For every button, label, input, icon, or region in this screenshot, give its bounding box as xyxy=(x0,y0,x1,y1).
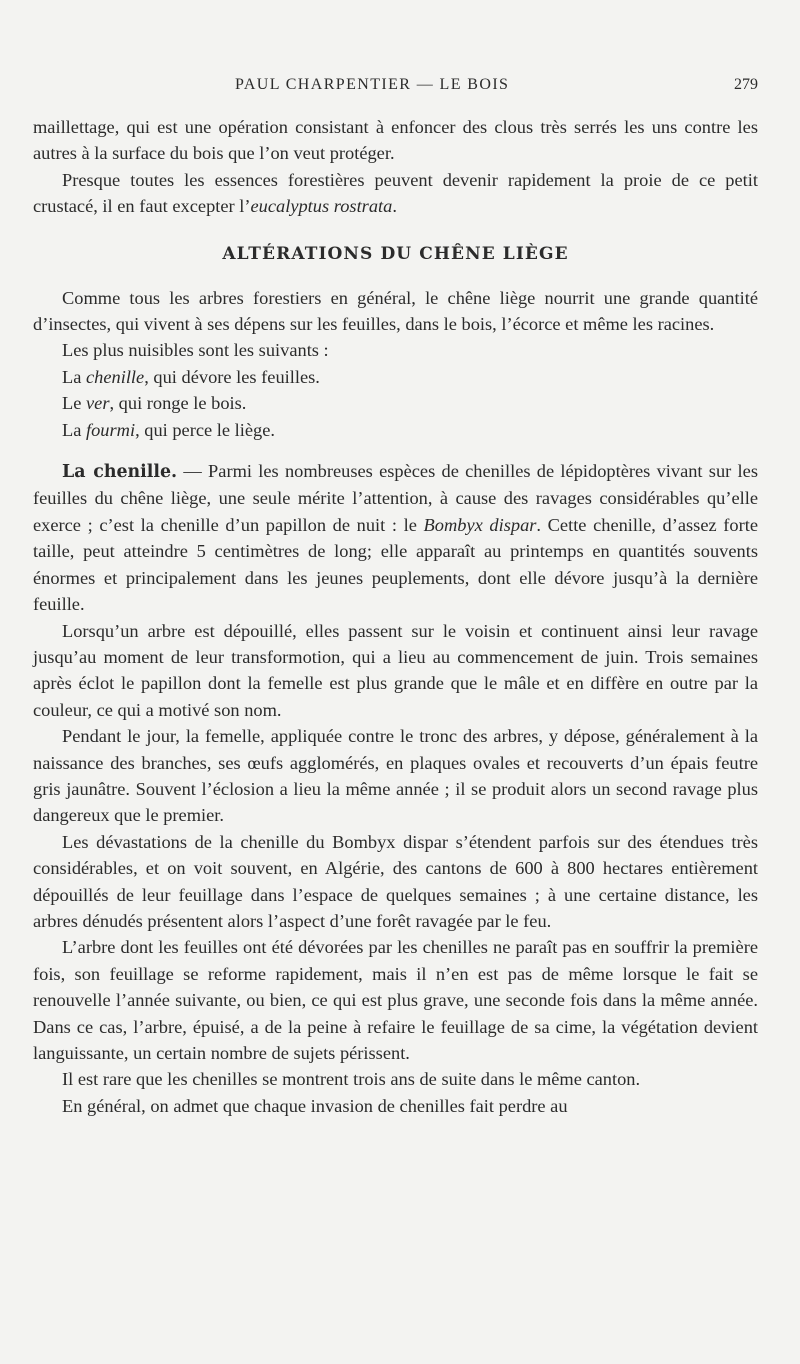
section-heading: ALTÉRATIONS DU CHÊNE LIÈGE xyxy=(222,243,569,264)
list-item-chenille-end: , qui dévore les feuilles. xyxy=(144,366,320,387)
paragraph-arbre: L’arbre dont les feuilles ont été dévorées par les chenilles ne paraît pas en souffrir la première fois, son feuillage se reforme rapidement, mais il n’en est pas de même lorsque le fait se renouvelle l’année suivante, ou bien, ce qui est plus grave, une seconde fois dans la même année. Dans ce cas, l’arbre, épuisé, a de la peine à refaire le feuillage de sa cime, la végétation devient languissante, un certain nombre de sujets périssent. xyxy=(33,937,758,1063)
page-number: 279 xyxy=(734,76,758,93)
paragraph-chenille xyxy=(33,458,758,617)
paragraph-ravage: Lorsqu’un arbre est dépouillé, elles passent sur le voisin et continuent ainsi leur ravage jusqu’au moment de leur transformotion, qui a lieu au commencement de juin. Trois semaines après éclot le papillon dont la femelle est plus grande que le mâle et en diffère en outre par la couleur, ce qui a motivé son nom. xyxy=(33,620,758,720)
body-text xyxy=(33,114,758,1119)
running-title: PAUL CHARPENTIER — LE BOIS xyxy=(235,76,510,93)
paragraph-essences-end: . xyxy=(392,196,397,217)
bombyx-name: Bombyx dispar xyxy=(423,514,537,535)
paragraph-essences xyxy=(33,167,758,220)
species-name: eucalyptus rostrata xyxy=(250,196,393,217)
list-item-ver-start: Le xyxy=(62,393,86,414)
paragraph-introduction: Comme tous les arbres forestiers en général, le chêne liège nourrit une grande quantité d’insectes, qui vivent à ses dépens sur les feuilles, dans le bois, l’écorce et même les racines. xyxy=(33,287,758,335)
paragraph-femelle: Pendant le jour, la femelle, appliquée contre le tronc des arbres, y dépose, généralement à la naissance des branches, ses œufs agglomérés, en plaques ovales et recouverts d’un épais feutre gris jaunâtre. Souvent l’éclosion a lieu la même année ; il se produit alors un second ravage plus dangereux que le premier. xyxy=(33,726,758,826)
list-item-fourmi xyxy=(33,417,758,443)
list-item-fourmi-start: La xyxy=(62,419,86,440)
paragraph-essences-text: Presque toutes les essences forestières peuvent devenir rapidement la proie de ce petit crustacé, il en faut excepter l’ xyxy=(33,169,758,217)
list-item-fourmi-term: fourmi xyxy=(86,419,136,440)
paragraph-list-intro: Les plus nuisibles sont les suivants : xyxy=(62,340,329,361)
list-item-chenille xyxy=(33,364,758,390)
paragraph-chenille-end: . Cette chenille, d’assez forte taille, peut atteindre 5 centimètres de long; elle apparaît au printemps en quantités souvents énormes et principalement dans les jeunes peuplements, dont elle dévore jusqu’à la dernière feuille. xyxy=(33,514,758,615)
running-header xyxy=(33,76,758,100)
chenille-subheading: La chenille. xyxy=(62,462,178,483)
paragraph-invasion: En général, on admet que chaque invasion de chenilles fait perdre au xyxy=(62,1095,568,1116)
paragraph-chenille-text: — Parmi les nombreuses espèces de chenilles de lépidoptères vivant sur les feuilles du chêne liège, une seule mérite l’attention, à cause des ravages considérables qu’elle exerce ; c’est la chenille d’un papillon de nuit : le xyxy=(33,461,758,535)
paragraph-continuation: maillettage, qui est une opération consistant à enfoncer des clous très serrés les uns contre les autres à la surface du bois que l’on veut protéger. xyxy=(33,117,758,164)
list-item-chenille-start: La xyxy=(62,366,86,387)
list-item-chenille-term: chenille xyxy=(86,366,145,387)
list-item-fourmi-end: , qui perce le liège. xyxy=(135,419,275,440)
paragraph-devastations: Les dévastations de la chenille du Bombyx dispar s’étendent parfois sur des étendues très considérables, et on voit souvent, en Algérie, des cantons de 600 à 800 hectares entièrement dépouillés de leur feuillage dans l’espace de quelques semaines ; à une certaine distance, les arbres dénudés présentent alors l’aspect d’une forêt ravagée par le feu. xyxy=(33,831,758,931)
paragraph-rarete: Il est rare que les chenilles se montrent trois ans de suite dans le même canton. xyxy=(62,1069,641,1090)
list-item-ver-term: ver xyxy=(86,393,110,414)
list-item-ver xyxy=(33,390,758,416)
list-item-ver-end: , qui ronge le bois. xyxy=(109,393,247,414)
